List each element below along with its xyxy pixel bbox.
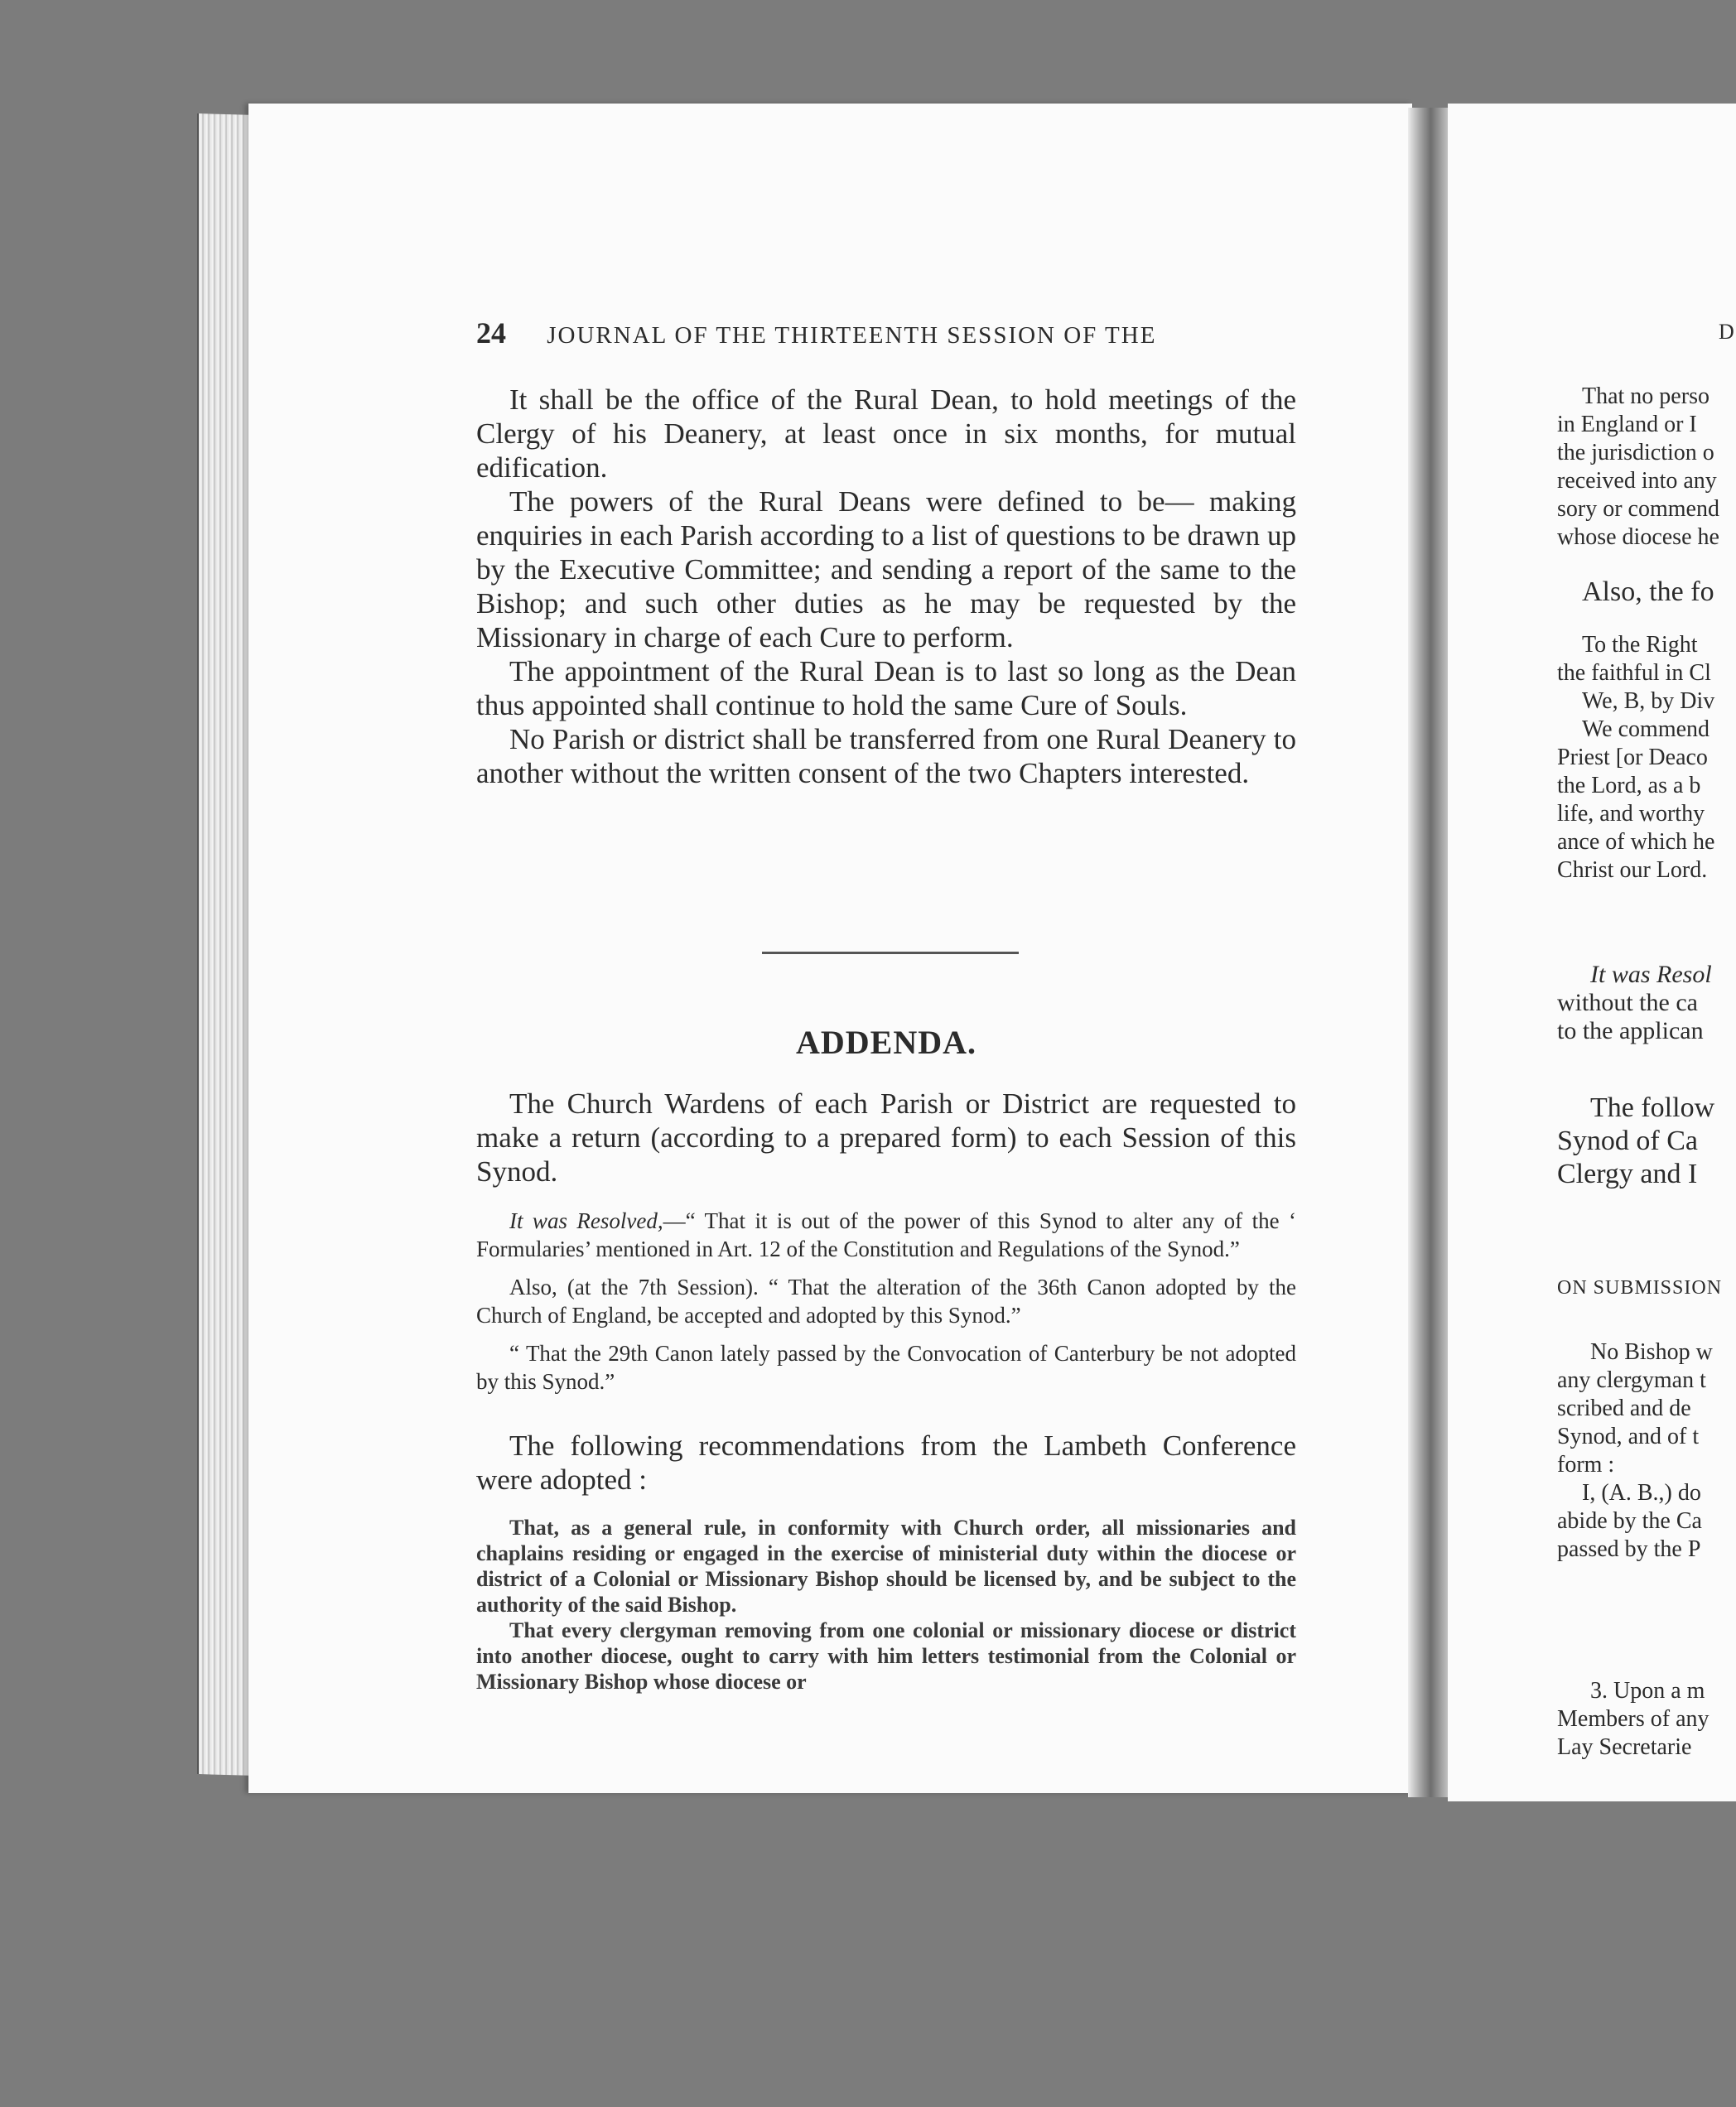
text-line: received into any — [1557, 468, 1717, 494]
running-head — [476, 316, 1296, 350]
paragraph: It shall be the office of the Rural Dean, to hold meetings of the Clergy of his Deanery, at least once in six months, for mutual edification. — [476, 383, 1296, 484]
resolution-text: —“ That it is out of the power of this Synod to alter any of the ‘ Formularies’ mentioned in Art. 12 of the Constitution and Regulations of the Synod.” — [476, 1208, 1296, 1261]
page-number: 24 — [476, 316, 506, 350]
paragraph: The appointment of the Rural Dean is to last so long as the Dean thus appointed shall continue to hold the same Cure of Souls. — [476, 655, 1296, 721]
text-line: I, (A. B.,) do — [1582, 1480, 1701, 1506]
text-line: whose diocese he — [1557, 524, 1719, 550]
right-submission-block — [1557, 1338, 1713, 1564]
text-line: to the applican — [1557, 1017, 1704, 1044]
text-line: Clergy and I — [1557, 1159, 1698, 1189]
resolution — [476, 1207, 1296, 1263]
book-gutter — [1408, 108, 1449, 1797]
running-head-title: JOURNAL OF THE THIRTEENTH SESSION OF THE — [547, 322, 1157, 349]
right-running-head: D — [1719, 320, 1734, 344]
text-line: That no perso — [1582, 383, 1709, 409]
text-line: any clergyman t — [1557, 1367, 1706, 1393]
text-line: Members of any — [1557, 1706, 1709, 1732]
text-line: scribed and de — [1557, 1396, 1691, 1421]
right-numbered-block — [1557, 1677, 1709, 1762]
resolved-label: It was Resolved, — [509, 1208, 663, 1233]
text-line: the jurisdiction o — [1557, 440, 1714, 465]
lambeth-recommendation: That every clergyman removing from one colonial or missionary diocese or district into another diocese, ought to carry with him letters testimonial from the Colonial or Missionary Bishop whose diocese or — [476, 1618, 1296, 1694]
text-line: the Lord, as a b — [1557, 773, 1701, 798]
resolution: “ That the 29th Canon lately passed by the Convocation of Canterbury be not adopted by this Synod.” — [476, 1341, 1296, 1394]
text-line: It was Resol — [1590, 961, 1712, 988]
addenda-intro: The Church Wardens of each Parish or District are requested to make a return (according to a prepared form) to each Session of this Synod. — [476, 1087, 1296, 1188]
resolution: Also, (at the 7th Session). “ That the alteration of the 36th Canon adopted by the Church of England, be accepted and adopted by this Synod.” — [476, 1275, 1296, 1328]
text-line: 3. Upon a m — [1590, 1678, 1705, 1704]
text-line: No Bishop w — [1590, 1339, 1713, 1365]
text-line: ance of which he — [1557, 829, 1715, 855]
text-line: The follow — [1590, 1092, 1715, 1123]
right-following-block — [1557, 1092, 1714, 1191]
text-line: Lay Secretarie — [1557, 1734, 1692, 1760]
text-line: Synod of Ca — [1557, 1126, 1698, 1156]
text-line: Christ our Lord. — [1557, 857, 1708, 883]
right-resolved-block — [1557, 961, 1712, 1045]
addenda-heading: ADDENDA. — [796, 1024, 976, 1061]
text-line: in England or I — [1557, 412, 1697, 437]
text-line: To the Right — [1582, 632, 1698, 658]
text-line: abide by the Ca — [1557, 1508, 1702, 1534]
paragraph: No Parish or district shall be transferred from one Rural Deanery to another without the written consent of the two Chapters interested. — [476, 723, 1296, 789]
addenda-section — [476, 1087, 1296, 1695]
text-line: passed by the P — [1557, 1536, 1701, 1562]
lambeth-intro: The following recommendations from the Lambeth Conference were adopted : — [476, 1430, 1296, 1496]
text-line: form : — [1557, 1452, 1615, 1478]
right-submission-heading: ON SUBMISSION — [1557, 1277, 1723, 1299]
text-line: sory or commend — [1557, 496, 1719, 522]
text-line: We, B, by Div — [1582, 688, 1715, 714]
right-letter-block — [1557, 631, 1714, 885]
rural-dean-section — [476, 383, 1296, 790]
paragraph: The powers of the Rural Deans were defined to be— making enquiries in each Parish according to a list of questions to be drawn up by the Executive Committee; and sending a report of the same to the Bishop; and such other duties as he may be requested by the Missionary in charge of each Cure to perform. — [476, 485, 1296, 653]
right-text-block — [1557, 383, 1719, 552]
text-line: life, and worthy — [1557, 801, 1705, 827]
text-line: the faithful in Cl — [1557, 660, 1711, 686]
text-line: without the ca — [1557, 989, 1698, 1016]
text-line: We commend — [1582, 716, 1710, 742]
text-line: Priest [or Deaco — [1557, 745, 1708, 770]
right-also-line: Also, the fo — [1582, 576, 1714, 607]
lambeth-recommendation: That, as a general rule, in conformity with Church order, all missionaries and chaplains residing or engaged in the exercise of ministerial duty within the diocese or district of a Colonial or Missionary Bishop should be licensed by, and be subject to the authority of the said Bishop. — [476, 1516, 1296, 1617]
section-divider — [762, 952, 1019, 954]
text-line: Synod, and of t — [1557, 1424, 1700, 1449]
